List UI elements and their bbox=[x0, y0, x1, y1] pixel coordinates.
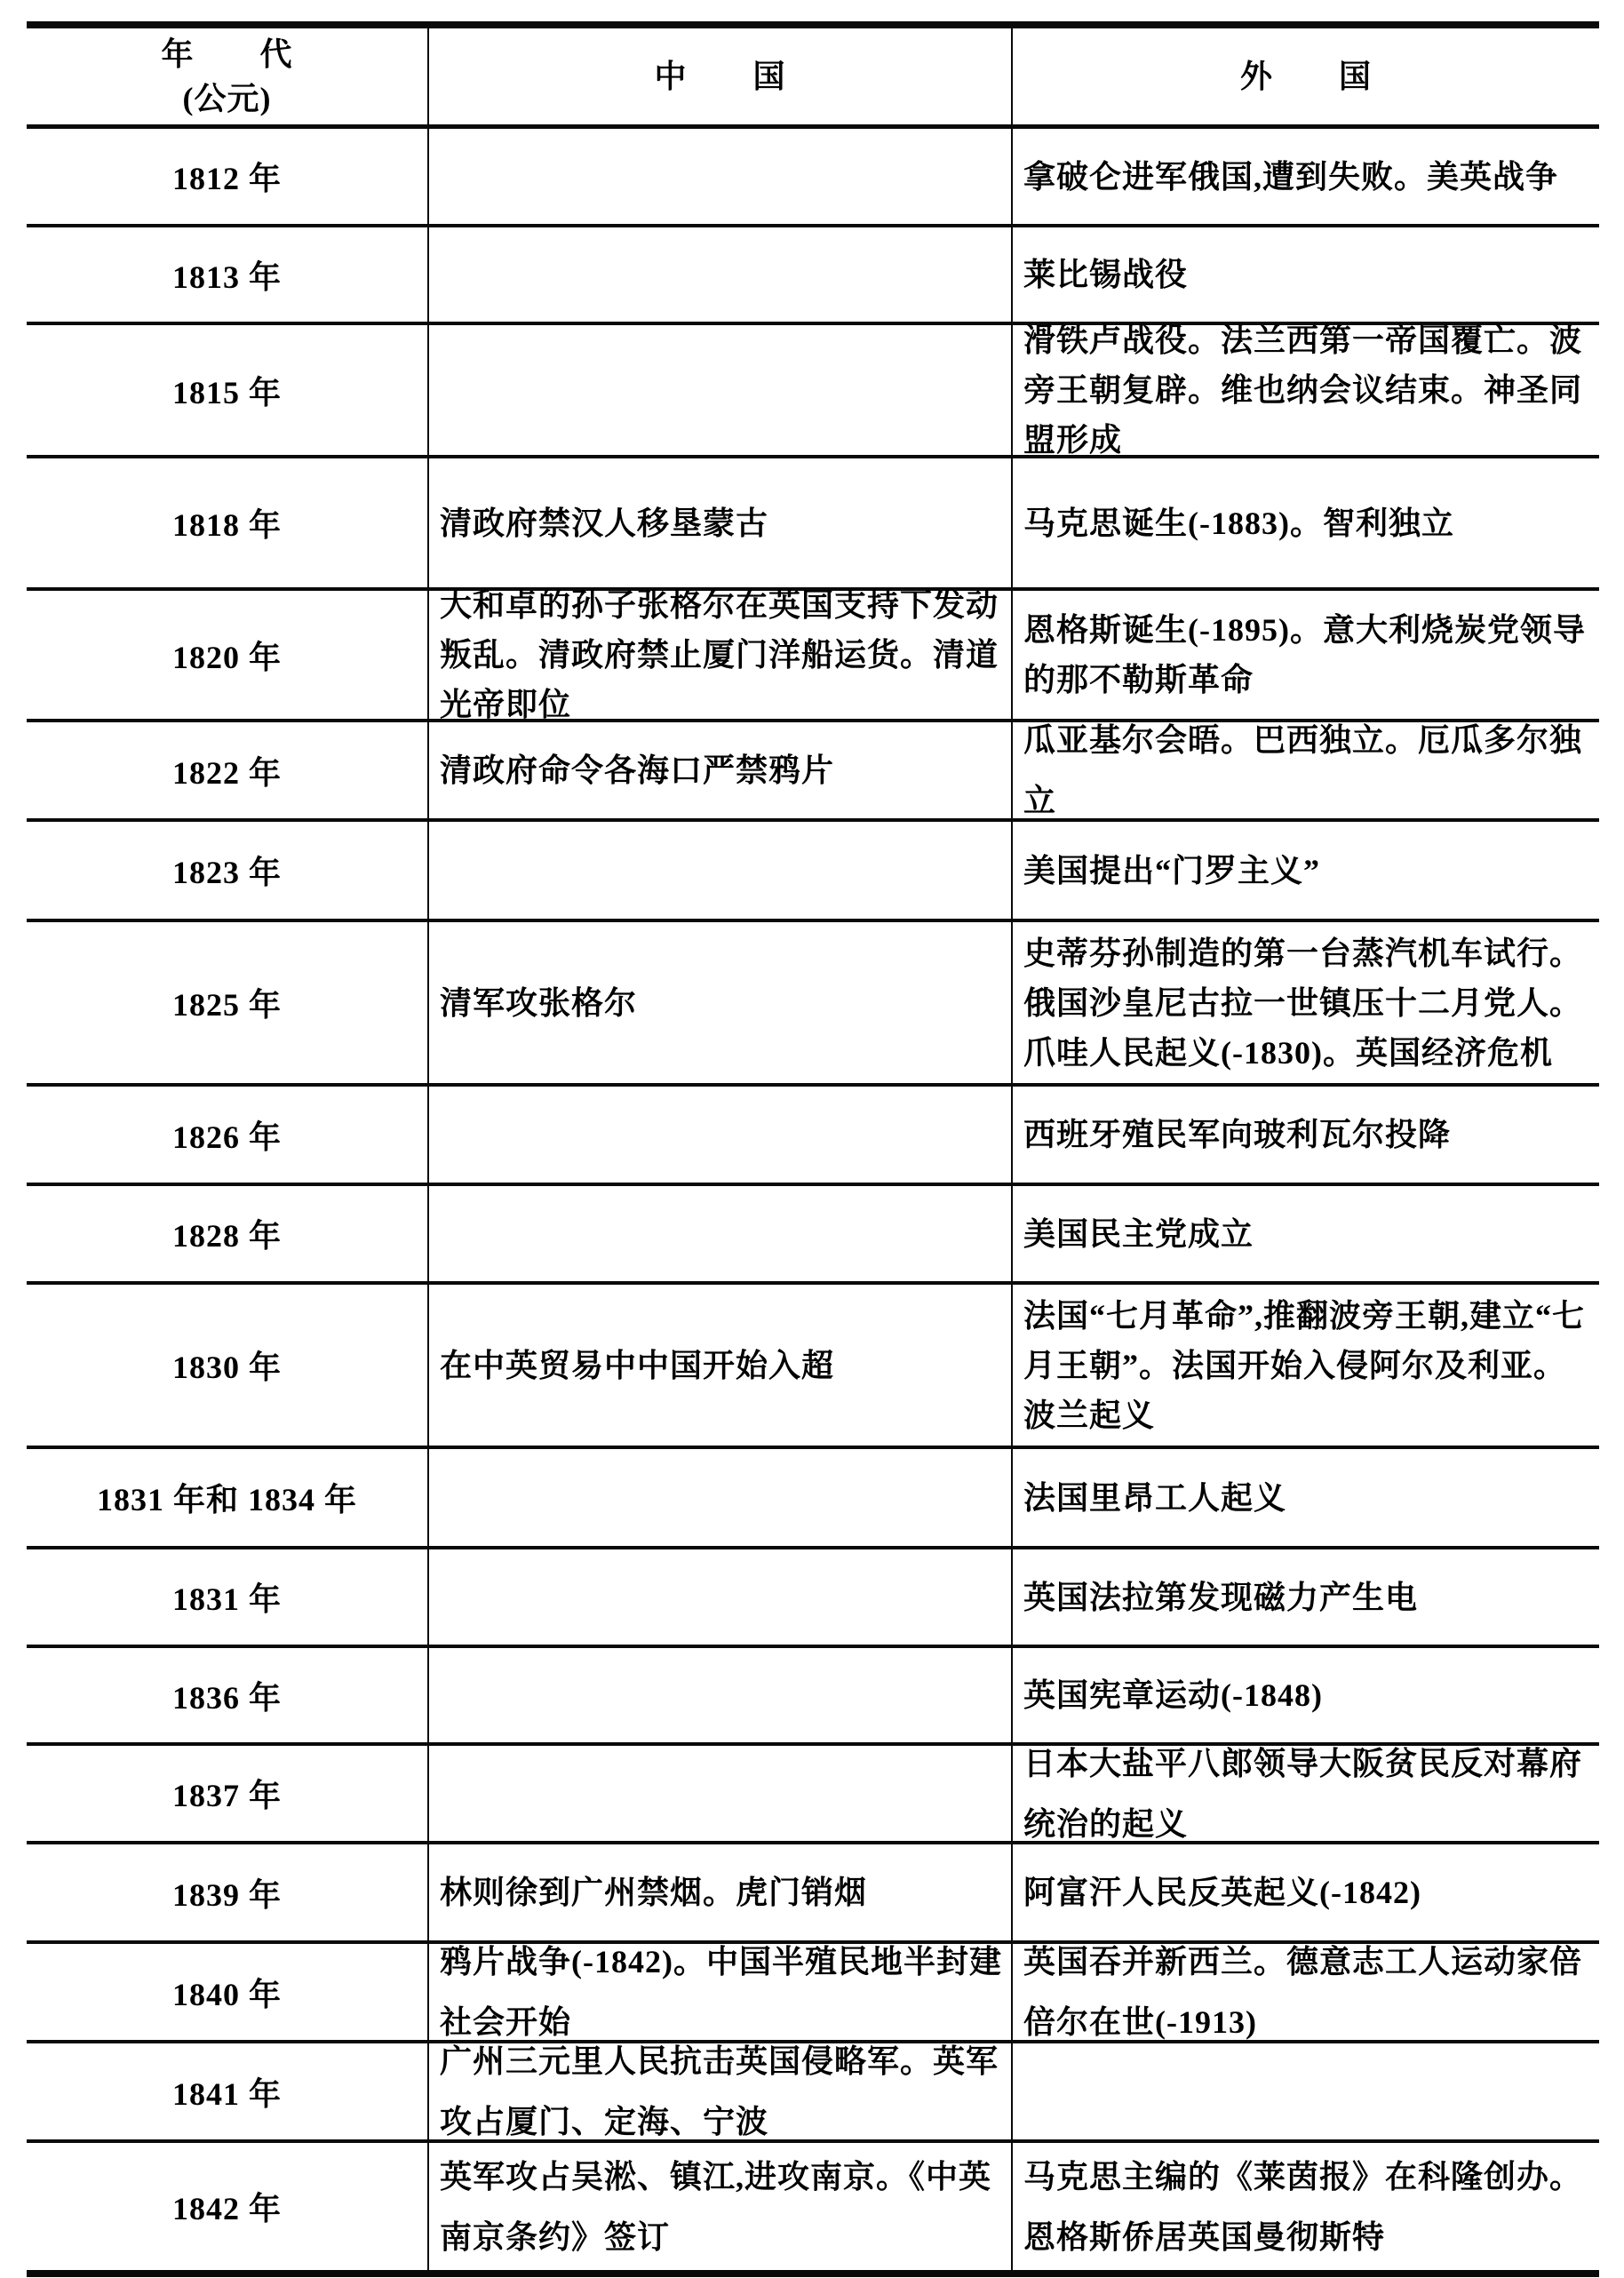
header-year-line1: 年 代 bbox=[161, 36, 293, 72]
year-cell: 1823 年 bbox=[27, 822, 429, 919]
foreign-cell: 法国里昂工人起义 bbox=[1023, 1479, 1287, 1516]
table-row bbox=[27, 1844, 1599, 1944]
header-year-line2: (公元) bbox=[182, 81, 272, 116]
china-cell bbox=[429, 1746, 1013, 1841]
table-row bbox=[27, 1087, 1599, 1186]
china-cell bbox=[429, 227, 1013, 322]
foreign-cell: 英国宪章运动(-1848) bbox=[1023, 1677, 1323, 1713]
china-cell: 大和卓的孙子张格尔在英国支持下发动叛乱。清政府禁止厦门洋船运货。清道光帝即位 bbox=[429, 591, 1013, 719]
year-cell: 1842 年 bbox=[27, 2143, 429, 2270]
table-row bbox=[27, 1648, 1599, 1746]
year-cell: 1812 年 bbox=[27, 129, 429, 224]
table-row bbox=[27, 922, 1599, 1087]
foreign-cell: 莱比锡战役 bbox=[1023, 257, 1189, 292]
foreign-cell: 英国法拉第发现磁力产生电 bbox=[1023, 1579, 1419, 1615]
table-row bbox=[27, 1746, 1599, 1844]
year-cell: 1841 年 bbox=[27, 2043, 429, 2139]
table-row bbox=[27, 2143, 1599, 2270]
foreign-cell: 拿破仑进军俄国,遭到失败。美英战争 bbox=[1023, 158, 1559, 195]
foreign-cell: 美国民主党成立 bbox=[1023, 1215, 1254, 1252]
table-row bbox=[27, 325, 1599, 458]
foreign-cell: 西班牙殖民军向玻利瓦尔投降 bbox=[1023, 1117, 1452, 1152]
year-cell: 1828 年 bbox=[27, 1186, 429, 1281]
china-cell bbox=[429, 1648, 1013, 1742]
header-cell-china: 中 国 bbox=[429, 28, 1013, 124]
foreign-cell: 阿富汗人民反英起义(-1842) bbox=[1023, 1875, 1421, 1910]
year-cell: 1825 年 bbox=[27, 922, 429, 1083]
foreign-cell: 恩格斯诞生(-1895)。意大利烧炭党领导的那不勒斯革命 bbox=[1023, 612, 1586, 697]
year-cell: 1815 年 bbox=[27, 325, 429, 455]
year-cell: 1820 年 bbox=[27, 591, 429, 719]
foreign-cell bbox=[1013, 2043, 1599, 2139]
table-row bbox=[27, 822, 1599, 922]
china-cell: 英军攻占吴淞、镇江,进攻南京。《中英南京条约》签订 bbox=[429, 2143, 1013, 2270]
year-cell: 1836 年 bbox=[27, 1648, 429, 1742]
year-cell: 1818 年 bbox=[27, 458, 429, 587]
foreign-cell: 史蒂芬孙制造的第一台蒸汽机车试行。俄国沙皇尼古拉一世镇压十二月党人。爪哇人民起义(-1830)。英国经济危机 bbox=[1023, 935, 1583, 1071]
china-cell bbox=[429, 822, 1013, 919]
table-body bbox=[27, 129, 1599, 2270]
header-cell-year bbox=[27, 28, 429, 124]
table-row bbox=[27, 1944, 1599, 2043]
china-cell: 广州三元里人民抗击英国侵略军。英军攻占厦门、定海、宁波 bbox=[429, 2043, 1013, 2139]
china-cell bbox=[429, 1449, 1013, 1546]
year-cell: 1830 年 bbox=[27, 1285, 429, 1446]
china-cell: 鸦片战争(-1842)。中国半殖民地半封建社会开始 bbox=[429, 1944, 1013, 2040]
china-cell bbox=[429, 1087, 1013, 1183]
china-cell: 清政府禁汉人移垦蒙古 bbox=[429, 458, 1013, 587]
table-row bbox=[27, 227, 1599, 325]
year-cell: 1831 年 bbox=[27, 1549, 429, 1645]
foreign-cell: 滑铁卢战役。法兰西第一帝国覆亡。波旁王朝复辟。维也纳会议结束。神圣同盟形成 bbox=[1023, 323, 1583, 458]
table-row bbox=[27, 129, 1599, 227]
table-row bbox=[27, 1285, 1599, 1449]
foreign-cell: 瓜亚基尔会晤。巴西独立。厄瓜多尔独立 bbox=[1023, 722, 1583, 818]
table-header-row bbox=[27, 28, 1599, 129]
foreign-cell: 法国“七月革命”,推翻波旁王朝,建立“七月王朝”。法国开始入侵阿尔及利亚。波兰起义 bbox=[1023, 1297, 1586, 1433]
year-cell: 1839 年 bbox=[27, 1844, 429, 1940]
table-row bbox=[27, 722, 1599, 822]
china-cell bbox=[429, 1186, 1013, 1281]
china-cell: 在中英贸易中中国开始入超 bbox=[429, 1285, 1013, 1446]
year-cell: 1837 年 bbox=[27, 1746, 429, 1841]
table-row bbox=[27, 587, 1599, 722]
foreign-cell: 马克思主编的《莱茵报》在科隆创办。恩格斯侨居英国曼彻斯特 bbox=[1023, 2158, 1583, 2255]
china-cell: 林则徐到广州禁烟。虎门销烟 bbox=[429, 1844, 1013, 1940]
table-row bbox=[27, 1449, 1599, 1549]
history-table bbox=[27, 21, 1599, 2277]
table-row bbox=[27, 1186, 1599, 1285]
foreign-cell: 日本大盐平八郎领导大阪贫民反对幕府统治的起义 bbox=[1023, 1745, 1583, 1842]
china-cell bbox=[429, 129, 1013, 224]
year-cell: 1822 年 bbox=[27, 722, 429, 818]
table-row bbox=[27, 458, 1599, 591]
year-cell: 1813 年 bbox=[27, 227, 429, 322]
header-cell-foreign: 外 国 bbox=[1239, 59, 1372, 94]
table-row bbox=[27, 1549, 1599, 1648]
foreign-cell: 美国提出“门罗主义” bbox=[1023, 852, 1321, 888]
china-cell: 清政府命令各海口严禁鸦片 bbox=[429, 722, 1013, 818]
foreign-cell: 马克思诞生(-1883)。智利独立 bbox=[1023, 505, 1454, 541]
china-cell bbox=[429, 325, 1013, 455]
foreign-cell: 英国吞并新西兰。德意志工人运动家倍倍尔在世(-1913) bbox=[1023, 1944, 1583, 2040]
table-row bbox=[27, 2043, 1599, 2143]
china-cell: 清军攻张格尔 bbox=[429, 922, 1013, 1083]
year-cell: 1826 年 bbox=[27, 1087, 429, 1183]
year-cell: 1831 年和 1834 年 bbox=[27, 1449, 429, 1546]
china-cell bbox=[429, 1549, 1013, 1645]
year-cell: 1840 年 bbox=[27, 1944, 429, 2040]
